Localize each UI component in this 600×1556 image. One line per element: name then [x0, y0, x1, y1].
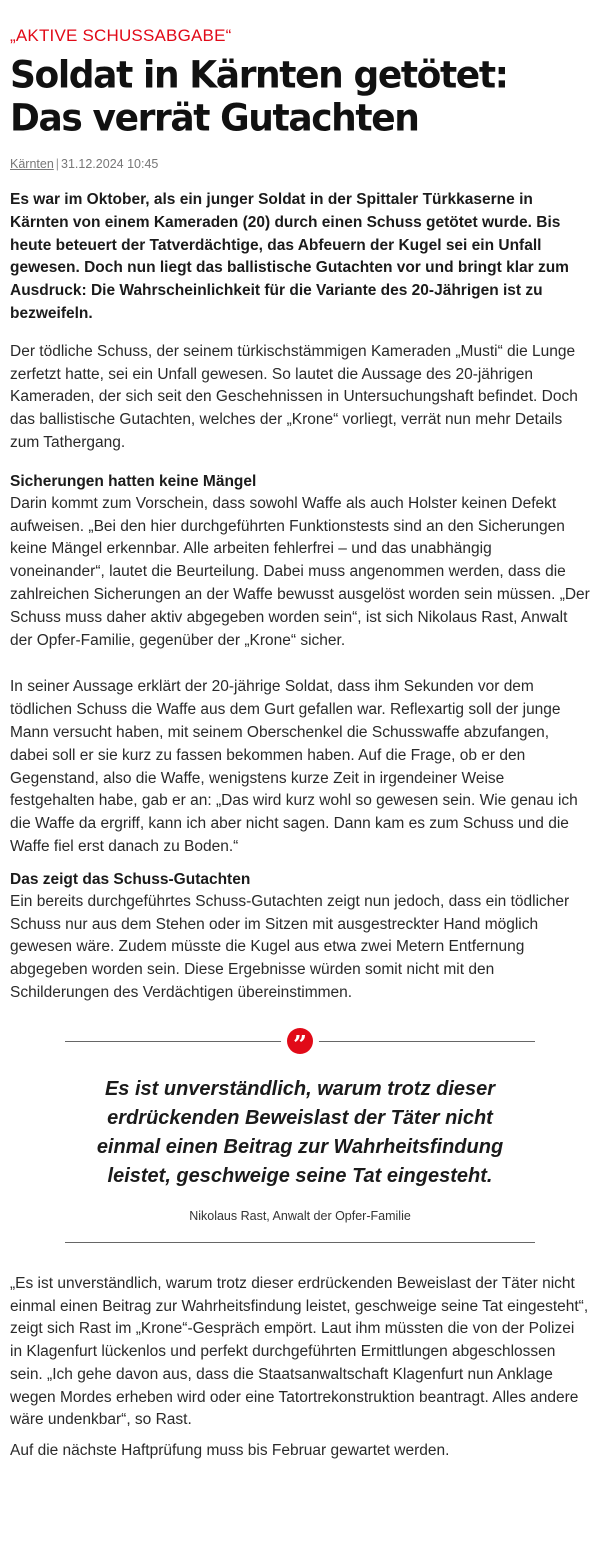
- quote-icon: ”: [287, 1028, 313, 1054]
- paragraph-6: Auf die nächste Haftprüfung muss bis Februar gewartet werden.: [10, 1442, 450, 1460]
- pull-quote: [65, 1029, 535, 1243]
- meta-separator: |: [55, 157, 60, 171]
- subheading-2: Das zeigt das Schuss-Gutachten: [10, 870, 251, 888]
- quote-text: Es ist unverständlich, warum trotz dieser erdrückenden Beweislast der Täter nicht einmal einen Beitrag zur Wahrheitsfindung leistet, geschweige seine Tat eingesteht.: [96, 1077, 504, 1187]
- quote-bottom-rule: [65, 1242, 535, 1243]
- subheading-1: Sicherungen hatten keine Mängel: [10, 472, 257, 490]
- paragraph-5: „Es ist unverständlich, warum trotz dieser erdrückenden Beweislast der Täter nicht einmal einen Beitrag zur Wahrheitsfindung leistet, geschweige seine Tat eingesteht“, zeigt sich Rast im „Krone“-Gespräch empört. Laut ihm müssten die von der Polizei in Klagenfurt lückenlos und perfekt durchgeführten Ermittlungen abgeschlossen sein. „Ich gehe davon aus, dass die Staatsanwaltschaft Klagenfurt nun Anklage wegen Mordes erheben wird oder eine Tatortrekonstruktion beantragt. Alles andere wäre undenkbar“, so Rast.: [10, 1274, 589, 1429]
- paragraph-1: Der tödliche Schuss, der seinem türkischstämmigen Kameraden „Musti“ die Lunge zerfetzt hatte, sei ein Unfall gewesen. So lautet die Aussage des 20-jährigen Kameraden, der sich seit den Geschehnissen in Untersuchungshaft befindet. Doch das ballistische Gutachten, welches der „Krone“ vorliegt, verrät nun mehr Details zum Tathergang.: [10, 342, 578, 451]
- article-headline: Soldat in Kärnten getötet: Das verrät Gutachten: [10, 54, 508, 141]
- article-kicker: „AKTIVE SCHUSSABGABE“: [10, 26, 232, 45]
- region-link[interactable]: Kärnten: [10, 157, 54, 171]
- paragraph-4: Ein bereits durchgeführtes Schuss-Gutachten zeigt nun jedoch, dass ein tödlicher Schuss nur aus dem Stehen oder im Sitzen mit ausgestreckter Hand möglich gewesen wäre. Zudem müsste die Kugel aus etwa zwei Metern Entfernung abgegeben worden sein. Diese Ergebnisse würden somit nicht mit den Schilderungen des Verdächtigen übereinstimmen.: [10, 892, 570, 1001]
- article-lead: Es war im Oktober, als ein junger Soldat in der Spittaler Türkkaserne in Kärnten von einem Kameraden (20) durch einen Schuss getötet wurde. Bis heute beteuert der Tatverdächtige, das Abfeuern der Kugel sei ein Unfall gewesen. Doch nun liegt das ballistische Gutachten vor und bringt klar zum Ausdruck: Die Wahrscheinlichkeit für die Variante des 20-Jährigen ist zu bezweifeln.: [10, 191, 569, 322]
- paragraph-2: Darin kommt zum Vorschein, dass sowohl Waffe als auch Holster keinen Defekt aufweisen. „Bei den hier durchgeführten Funktionstests sind an den Sicherungen keine Mängel erkennbar. Alle arbeiten fehlerfrei – und das unabhängig voneinander“, lautet die Beurteilung. Dabei muss angenommen werden, dass die zahlreichen Sicherungen an der Waffe bewusst ausgelöst worden sein müssen. „Der Schuss muss daher aktiv abgegeben worden sein“, ist sich Nikolaus Rast, Anwalt der Opfer-Familie, gegenüber der „Krone“ sicher.: [10, 494, 590, 649]
- article-meta: [10, 156, 590, 172]
- article-datetime: 31.12.2024 10:45: [61, 157, 159, 171]
- paragraph-3: In seiner Aussage erklärt der 20-jährige Soldat, dass ihm Sekunden vor dem tödlichen Schuss die Waffe aus dem Gurt gefallen war. Reflexartig soll der junge Mann versucht haben, mit seinem Oberschenkel die Schusswaffe abzufangen, dabei soll er sie kurz zu fassen bekommen haben. Auf die Frage, ob er den Gegenstand, also die Waffe, wenigstens kurze Zeit in irgendeiner Weise festgehalten habe, gab er an: „Das wird kurz wohl so gewesen sein. Wie genau ich die Waffe da ergriff, kann ich aber nicht sagen. Dann kam es zum Schuss und die Waffe fiel erst danach zu Boden.“: [10, 678, 578, 855]
- quote-author: Nikolaus Rast, Anwalt der Opfer-Familie: [189, 1208, 411, 1223]
